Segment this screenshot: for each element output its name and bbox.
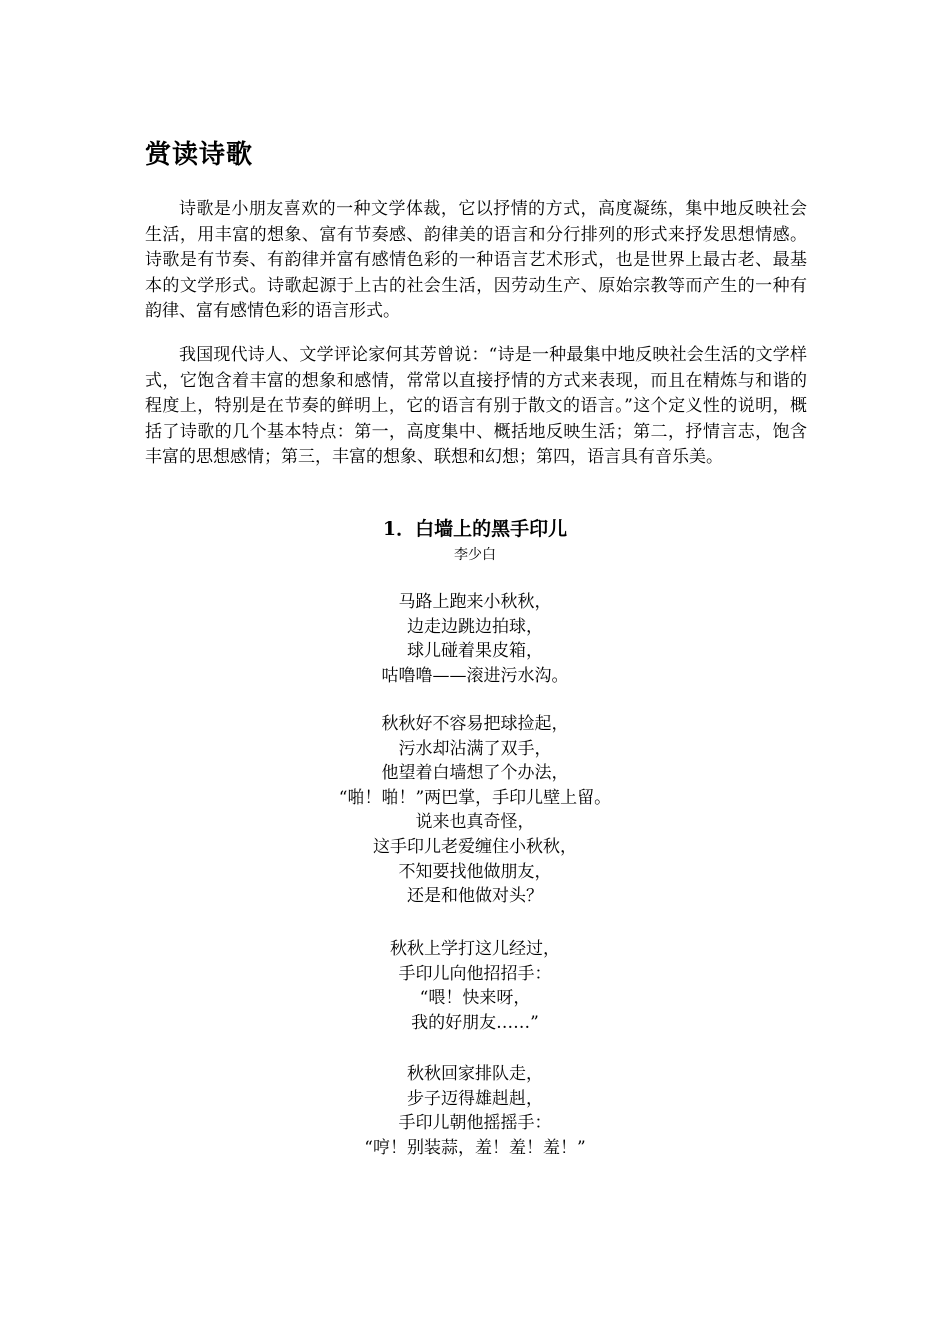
poem-line: 我的好朋友……” — [411, 1012, 539, 1033]
poem-line: 秋秋回家排队走， — [407, 1064, 543, 1084]
poem-line: 球儿碰着果皮箱， — [407, 641, 543, 662]
poem-stanza — [0, 1062, 950, 1160]
page-title: 赏读诗歌 — [145, 140, 254, 170]
definition-paragraph: 我国现代诗人、文学评论家何其芳曾说：“诗是一种最集中地反映社会生活的文学样式，它饱含着丰富的想象和感情，常常以直接抒情的方式来表现，而且在精炼与和谐的程度上，特别是在节奏的鲜明上，它的语言有别于散文的语言。”这个定义性的说明，概括了诗歌的几个基本特点：第一，高度集中、概括地反映生活；第二，抒情言志，饱含丰富的思想感情；第三，丰富的想象、联想和幻想；第四，语言具有音乐美。 — [145, 345, 807, 468]
poem-line: 手印儿向他招招手： — [398, 963, 552, 984]
poem-title-text: 白墙上的黑手印儿 — [415, 518, 568, 540]
poem-stanza — [0, 590, 950, 688]
poem-title — [0, 514, 950, 541]
poem-line: 步子迈得雄赳赳， — [407, 1088, 543, 1109]
poem-line: 秋秋上学打这儿经过， — [390, 939, 560, 959]
poem-line: 边走边跳边拍球， — [407, 616, 543, 637]
poem-line: “喂！快来呀， — [419, 988, 531, 1009]
poem-stanza — [0, 937, 950, 1035]
poem-line: “啪！啪！”两巴掌，手印儿壁上留。 — [338, 787, 612, 808]
intro-paragraph: 诗歌是小朋友喜欢的一种文学体裁，它以抒情的方式，高度凝练，集中地反映社会生活，用丰富的想象、富有节奏感、韵律美的语言和分行排列的形式来抒发思想情感。诗歌是有节奏、有韵律并富有感情色彩的一种语言艺术形式，也是世界上最古老、最基本的文学形式。诗歌起源于上古的社会生活，因劳动生产、原始宗教等而产生的一种有韵律、富有感情色彩的语言形式。 — [145, 199, 807, 322]
poem-line: 说来也真奇怪， — [415, 812, 535, 833]
poem-line: 污水却沾满了双手， — [398, 738, 552, 759]
poem-line: “哼！别装蒜，羞！羞！羞！” — [364, 1137, 586, 1158]
poem-line: 他望着白墙想了个办法， — [381, 763, 569, 784]
poem-line: 秋秋好不容易把球捡起， — [381, 714, 569, 734]
poem-line: 不知要找他做朋友， — [398, 861, 552, 882]
poem-author: 李少白 — [454, 547, 496, 563]
poem-stanza — [0, 712, 950, 909]
poem-line: 手印儿朝他摇摇手： — [398, 1113, 552, 1134]
poem-line: 马路上跑来小秋秋， — [398, 592, 552, 612]
poem-number: 1． — [382, 518, 416, 540]
poem-line: 这手印儿老爱缠住小秋秋， — [373, 836, 577, 857]
poem-line: 咕噜噜——滚进污水沟。 — [381, 665, 569, 686]
poem-line: 还是和他做对头？ — [407, 886, 543, 907]
